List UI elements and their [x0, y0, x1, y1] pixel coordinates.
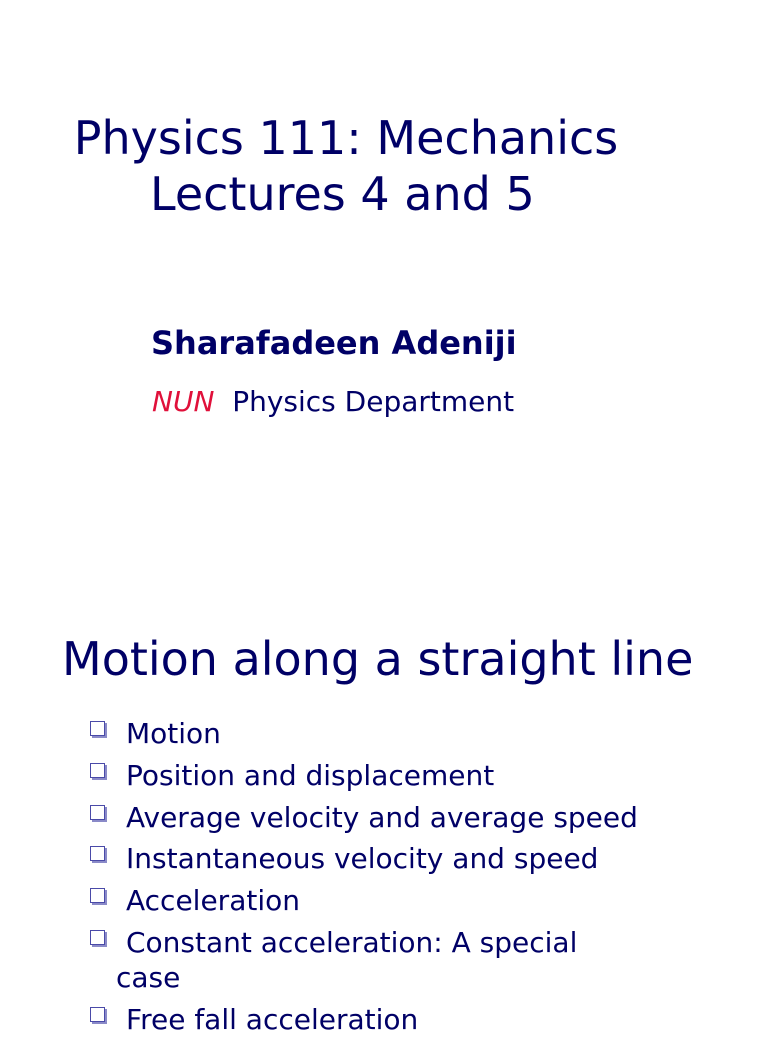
list-item-text: Acceleration	[126, 884, 300, 918]
list-item	[88, 883, 728, 918]
list-item-text: Free fall acceleration	[126, 1002, 419, 1036]
list-item	[88, 925, 728, 995]
square-bullet-icon	[90, 805, 105, 820]
list-item-text: Average velocity and average speed	[126, 800, 638, 834]
author-name: Sharafadeen Adeniji	[151, 324, 517, 362]
square-bullet-icon	[90, 888, 105, 903]
list-item	[88, 716, 728, 751]
section-title: Motion along a straight line	[62, 632, 694, 686]
slide-title	[0, 110, 692, 222]
list-item	[88, 841, 728, 876]
list-item	[88, 758, 728, 793]
list-item-text: Instantaneous velocity and speed	[126, 842, 599, 876]
affiliation-org: NUN	[152, 385, 215, 418]
affiliation-department: Physics Department	[232, 385, 515, 418]
list-item-text: Constant acceleration: A special	[126, 925, 578, 959]
square-bullet-icon	[90, 763, 105, 778]
square-bullet-icon	[90, 930, 105, 945]
list-item-text: Motion	[126, 717, 221, 750]
slide-title-line-2: Lectures 4 and 5	[150, 167, 535, 221]
list-item-text-continued: case	[116, 960, 181, 994]
topic-list	[88, 716, 728, 1044]
square-bullet-icon	[90, 721, 105, 736]
slide-title-line-1: Physics 111: Mechanics	[73, 111, 619, 165]
affiliation	[152, 385, 514, 418]
square-bullet-icon	[90, 846, 105, 861]
list-item	[88, 1002, 728, 1037]
list-item-text: Position and displacement	[126, 758, 495, 792]
square-bullet-icon	[90, 1007, 105, 1022]
list-item	[88, 800, 728, 835]
